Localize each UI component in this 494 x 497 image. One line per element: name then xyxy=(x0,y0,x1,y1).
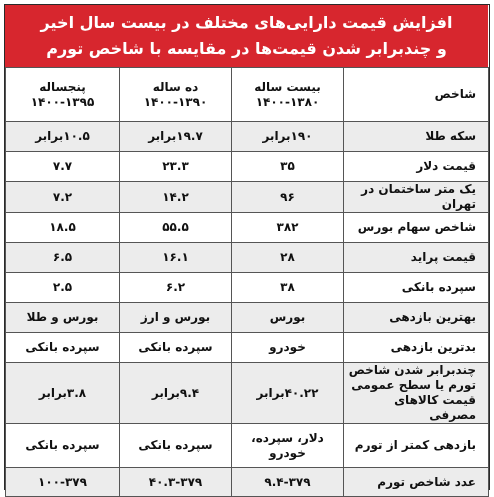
cell-20-year: ۳۸۲ xyxy=(232,213,344,243)
cell-20-year: ۳۵ xyxy=(232,152,344,182)
cell-20-year: ۹.۴-۳۷۹ xyxy=(232,468,344,497)
table-row xyxy=(6,333,489,363)
table-row xyxy=(6,122,489,152)
header-row xyxy=(6,68,489,122)
cell-5-year: ۲.۵ xyxy=(6,273,120,303)
cell-20-year: ۲۸ xyxy=(232,243,344,273)
row-label: بدترین بازدهی xyxy=(344,333,489,363)
header-col-10-title: ده ساله xyxy=(152,79,199,94)
cell-5-year: سپرده بانکی xyxy=(6,333,120,363)
row-label: چندبرابر شدن شاخص تورم یا سطح عمومی قیمت کالاهای مصرفی xyxy=(344,363,489,424)
infographic-frame xyxy=(4,4,490,490)
cell-10-year: ۲۳.۳ xyxy=(120,152,232,182)
cell-10-year: ۱۹.۷برابر xyxy=(120,122,232,152)
cell-10-year: ۶.۲ xyxy=(120,273,232,303)
header-col-5-year xyxy=(6,68,120,122)
cell-20-year: خودرو xyxy=(232,333,344,363)
cell-20-year: دلار، سپرده، خودرو xyxy=(232,424,344,468)
table-row xyxy=(6,182,489,213)
cell-10-year: سپرده بانکی xyxy=(120,333,232,363)
header-col-5-range: ۱۴۰۰-۱۳۹۵ xyxy=(30,94,95,109)
row-label: بازدهی کمتر از تورم xyxy=(344,424,489,468)
title-line-2: و چندبرابر شدن قیمت‌ها در مقایسه با شاخص تورم xyxy=(46,39,447,58)
cell-20-year: بورس xyxy=(232,303,344,333)
table-row xyxy=(6,213,489,243)
cell-5-year: ۱۸.۵ xyxy=(6,213,120,243)
row-label: شاخص سهام بورس xyxy=(344,213,489,243)
cell-10-year: ۵۵.۵ xyxy=(120,213,232,243)
table-row xyxy=(6,243,489,273)
cell-20-year: ۴۰.۲۲برابر xyxy=(232,363,344,424)
table-row xyxy=(6,424,489,468)
table-row xyxy=(6,303,489,333)
header-col-10-year xyxy=(120,68,232,122)
row-label: عدد شاخص تورم xyxy=(344,468,489,497)
table-row xyxy=(6,468,489,497)
title-banner xyxy=(5,5,488,67)
cell-5-year: ۳.۸برابر xyxy=(6,363,120,424)
cell-5-year: ۱۰۰-۳۷۹ xyxy=(6,468,120,497)
cell-20-year: ۹۶ xyxy=(232,182,344,213)
cell-20-year: ۱۹۰برابر xyxy=(232,122,344,152)
title-line-1: افزایش قیمت دارایی‌های مختلف در بیست سال اخیر xyxy=(40,13,453,32)
header-col-20-title: بیست ساله xyxy=(254,79,321,94)
cell-10-year: ۱۶.۱ xyxy=(120,243,232,273)
header-col-5-title: پنجساله xyxy=(39,79,86,94)
row-label: سکه طلا xyxy=(344,122,489,152)
cell-5-year: ۶.۵ xyxy=(6,243,120,273)
table-row xyxy=(6,363,489,424)
cell-5-year: سپرده بانکی xyxy=(6,424,120,468)
row-label: یک متر ساختمان در تهران xyxy=(344,182,489,213)
header-col-20-year xyxy=(232,68,344,122)
cell-10-year: سپرده بانکی xyxy=(120,424,232,468)
row-label: قیمت دلار xyxy=(344,152,489,182)
table-row xyxy=(6,273,489,303)
cell-10-year: ۱۴.۲ xyxy=(120,182,232,213)
cell-20-year: ۳۸ xyxy=(232,273,344,303)
cell-5-year: بورس و طلا xyxy=(6,303,120,333)
row-label: سپرده بانکی xyxy=(344,273,489,303)
cell-5-year: ۷.۷ xyxy=(6,152,120,182)
header-col-20-range: ۱۴۰۰-۱۳۸۰ xyxy=(255,94,320,109)
cell-5-year: ۷.۲ xyxy=(6,182,120,213)
cell-5-year: ۱۰.۵برابر xyxy=(6,122,120,152)
cell-10-year: ۹.۴برابر xyxy=(120,363,232,424)
cell-10-year: ۴۰.۳-۳۷۹ xyxy=(120,468,232,497)
header-col-10-range: ۱۴۰۰-۱۳۹۰ xyxy=(143,94,208,109)
table-row xyxy=(6,152,489,182)
header-label: شاخص xyxy=(344,68,489,122)
comparison-table xyxy=(5,67,489,497)
row-label: بهترین بازدهی xyxy=(344,303,489,333)
row-label: قیمت پراید xyxy=(344,243,489,273)
cell-10-year: بورس و ارز xyxy=(120,303,232,333)
